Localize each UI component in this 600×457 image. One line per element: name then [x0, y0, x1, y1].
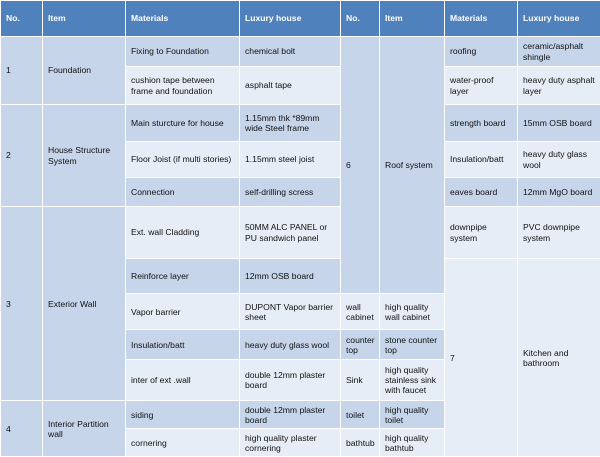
- group-item-exterior-wall: Exterior Wall: [43, 207, 126, 401]
- group-item-roof-system: Roof system: [380, 37, 445, 294]
- luxury-cell: high quality stainless sink with faucet: [380, 360, 445, 401]
- material-cell: Insulation/batt: [445, 142, 518, 178]
- material-cell: Floor Joist (if multi stories): [126, 142, 240, 178]
- luxury-cell: 1.15mm steel joist: [240, 142, 341, 178]
- material-cell: water-proof layer: [445, 67, 518, 105]
- material-cell: inter of ext .wall: [126, 360, 240, 401]
- group-number-1: 1: [1, 37, 43, 105]
- material-cell: Reinforce layer: [126, 259, 240, 294]
- group-number-2: 2: [1, 105, 43, 207]
- material-cell: roofing: [445, 37, 518, 67]
- material-cell: Insulation/batt: [126, 330, 240, 360]
- material-cell: eaves board: [445, 178, 518, 207]
- luxury-cell: PVC downpipe system: [518, 207, 600, 259]
- material-cell: Ext. wall Cladding: [126, 207, 240, 259]
- header-no-left: No.: [1, 1, 43, 37]
- group-item-kitchen-bathroom: Kitchen and bathroom: [518, 259, 600, 457]
- material-cell: strength board: [445, 105, 518, 142]
- header-no-right: No.: [341, 1, 380, 37]
- material-cell: Main sturcture for house: [126, 105, 240, 142]
- group-number-6: 6: [341, 37, 380, 294]
- luxury-cell: double 12mm plaster board: [240, 360, 341, 401]
- luxury-cell: double 12mm plaster board: [240, 401, 341, 429]
- header-item-left: Item: [43, 1, 126, 37]
- header-luxury-right: Luxury house: [518, 1, 600, 37]
- material-cell: Connection: [126, 178, 240, 207]
- luxury-cell: 1.15mm thk *89mm wide Steel frame: [240, 105, 341, 142]
- material-cell: wall cabinet: [341, 294, 380, 330]
- header-item-right: Item: [380, 1, 445, 37]
- material-cell: cushion tape between frame and foundation: [126, 67, 240, 105]
- luxury-cell: ceramic/asphalt shingle: [518, 37, 600, 67]
- luxury-cell: 50MM ALC PANEL or PU sandwich panel: [240, 207, 341, 259]
- header-luxury-left: Luxury house: [240, 1, 341, 37]
- material-cell: Sink: [341, 360, 380, 401]
- material-cell: counter top: [341, 330, 380, 360]
- luxury-cell: chemical bolt: [240, 37, 341, 67]
- group-item-interior-partition: Interior Partition wall: [43, 401, 126, 457]
- luxury-cell: heavy duty glass wool: [240, 330, 341, 360]
- luxury-cell: 15mm OSB board: [518, 105, 600, 142]
- table-row: [1, 105, 600, 142]
- luxury-cell: heavy duty glass wool: [518, 142, 600, 178]
- header-materials-right: Materials: [445, 1, 518, 37]
- luxury-cell: 12mm OSB board: [240, 259, 341, 294]
- luxury-cell: high quality wall cabinet: [380, 294, 445, 330]
- luxury-cell: high quality toilet: [380, 401, 445, 429]
- group-item-foundation: Foundation: [43, 37, 126, 105]
- luxury-cell: DUPONT Vapor barrier sheet: [240, 294, 341, 330]
- luxury-cell: high quality bathtub: [380, 429, 445, 457]
- luxury-cell: stone counter top: [380, 330, 445, 360]
- luxury-cell: 12mm MgO board: [518, 178, 600, 207]
- luxury-cell: asphalt tape: [240, 67, 341, 105]
- header-row: [1, 1, 600, 37]
- group-number-4: 4: [1, 401, 43, 457]
- material-cell: toilet: [341, 401, 380, 429]
- table-row: [1, 37, 600, 67]
- material-cell: Fixing to Foundation: [126, 37, 240, 67]
- group-item-house-structure: House Structure System: [43, 105, 126, 207]
- luxury-cell: heavy duty asphalt layer: [518, 67, 600, 105]
- luxury-cell: self-drilling scress: [240, 178, 341, 207]
- material-cell: siding: [126, 401, 240, 429]
- table-row: [1, 207, 600, 259]
- group-number-3: 3: [1, 207, 43, 401]
- material-cell: downpipe system: [445, 207, 518, 259]
- header-materials-left: Materials: [126, 1, 240, 37]
- group-number-7: 7: [445, 259, 518, 457]
- material-cell: bathtub: [341, 429, 380, 457]
- material-cell: cornering: [126, 429, 240, 457]
- luxury-cell: high quality plaster cornering: [240, 429, 341, 457]
- material-cell: Vapor barrier: [126, 294, 240, 330]
